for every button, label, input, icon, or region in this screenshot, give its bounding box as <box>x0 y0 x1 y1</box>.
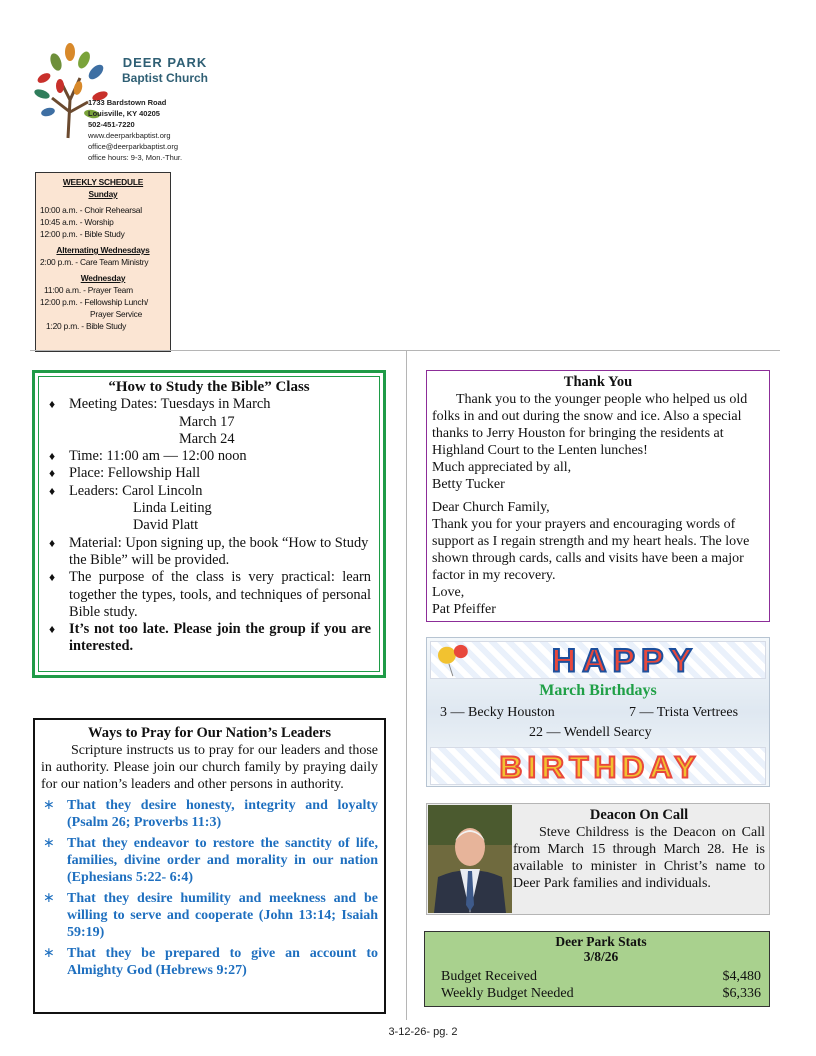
church-name <box>110 55 220 85</box>
deacon-title: Deacon On Call <box>589 807 689 823</box>
study-leader: David Platt <box>133 517 199 534</box>
stats-date: 3/8/26 <box>583 949 619 964</box>
page-footer: 3-12-26- pg. 2 <box>388 1026 458 1038</box>
study-date: March 17 <box>179 413 235 430</box>
contact-info <box>88 97 182 163</box>
study-title: “How to Study the Bible” Class <box>108 379 310 395</box>
stats-row <box>441 985 761 1002</box>
website-link[interactable]: www.deerparkbaptist.org <box>88 131 171 140</box>
sunday-heading: Sunday <box>88 189 118 199</box>
city: Louisville, KY 40205 <box>88 109 160 118</box>
study-leaders: ♦ Leaders: Carol Lincoln <box>47 483 371 500</box>
birthday-entry: 22 — Wendell Searcy <box>529 725 652 740</box>
study-late-note: ♦ It’s not too late. Please join the group if you are interested. <box>47 621 371 656</box>
prayer-leaders-box <box>33 718 386 1014</box>
schedule-item: 12:00 p.m. - Fellowship Lunch/ <box>40 297 149 307</box>
bible-study-announcement <box>32 370 386 678</box>
study-dates: ♦ Meeting Dates: Tuesdays in March <box>47 396 371 413</box>
birthdays-box <box>426 637 770 787</box>
phone: 502-451-7220 <box>88 120 135 129</box>
prayer-item: ∗ That they be prepared to give an account to Almighty God (Hebrews 9:27) <box>41 945 378 979</box>
schedule-item: 11:00 a.m. - Prayer Team <box>44 285 133 295</box>
schedule-title: WEEKLY SCHEDULE <box>62 177 144 187</box>
office-hours: office hours: 9-3, Mon.-Thur. <box>88 153 183 162</box>
vertical-divider <box>406 350 407 1020</box>
happy-banner-text: HAPPY <box>551 642 698 678</box>
thanks-note1: Thank you to the younger people who helped us old folks in and out during the snow and ice. Also a special thanks to Jerry Houston for bringing the residents at Highland Court to the Lenten lunches! <box>432 392 748 458</box>
thanks-note2-sign: Pat Pfeiffer <box>432 602 496 617</box>
prayer-item: ∗ That they desire humility and meekness and be willing to serve and cooperate (John 13:14; Isaiah 59:19) <box>41 890 378 941</box>
deacon-text: Steve Childress is the Deacon on Call from March 15 through March 28. He is available to minister in Christ’s name to Deer Park families and individuals. <box>513 825 765 891</box>
horizontal-divider <box>30 350 780 351</box>
thanks-title: Thank You <box>563 374 633 390</box>
wed-heading: Wednesday <box>80 273 126 283</box>
alt-wed-heading: Alternating Wednesdays <box>56 245 150 255</box>
stats-value: $4,480 <box>722 969 761 984</box>
birthday-banner <box>430 747 766 785</box>
deer-park-stats <box>424 931 770 1007</box>
schedule-item: 10:45 a.m. - Worship <box>40 217 114 227</box>
prayer-item: ∗ That they desire honesty, integrity and loyalty (Psalm 26; Proverbs 11:3) <box>41 797 378 831</box>
stats-row <box>441 968 761 985</box>
study-time: ♦ Time: 11:00 am — 12:00 noon <box>47 448 371 465</box>
thank-you-box <box>426 370 770 622</box>
stats-label: Weekly Budget Needed <box>441 986 574 1001</box>
study-purpose: ♦ The purpose of the class is very practical: learn together the types, tools, and techniques of personal Bible study. <box>47 569 371 621</box>
birthdays-title: March Birthdays <box>539 682 657 699</box>
study-date: March 24 <box>179 430 235 447</box>
deacon-photo <box>428 805 512 913</box>
schedule-item: 12:00 p.m. - Bible Study <box>40 229 125 239</box>
schedule-item: 10:00 a.m. - Choir Rehearsal <box>40 205 142 215</box>
thanks-note1-close: Much appreciated by all, <box>432 460 572 475</box>
schedule-item: 1:20 p.m. - Bible Study <box>46 321 127 331</box>
thanks-note2-greeting: Dear Church Family, <box>432 500 550 515</box>
study-material: ♦ Material: Upon signing up, the book “How to Study the Bible” will be provided. <box>47 535 371 570</box>
pray-title: Ways to Pray for Our Nation’s Leaders <box>88 725 331 741</box>
study-place: ♦ Place: Fellowship Hall <box>47 465 371 482</box>
study-leader: Linda Leiting <box>133 500 212 517</box>
weekly-schedule <box>35 172 171 352</box>
email-link[interactable]: office@deerparkbaptist.org <box>88 142 179 151</box>
birthday-entry: 7 — Trista Vertrees <box>629 705 739 720</box>
address: 1733 Bardstown Road <box>88 98 167 107</box>
birthday-entry: 3 — Becky Houston <box>440 705 555 720</box>
schedule-item: 2:00 p.m. - Care Team Ministry <box>40 257 149 267</box>
thanks-note2: Thank you for your prayers and encouraging words of support as I regain strength and my heart heals. The love shown through cards, calls and visits have been a major factor in my recovery. <box>432 517 750 583</box>
prayer-item: ∗ That they endeavor to restore the sanctity of life, families, divine order and morality in our nation (Ephesians 5:22- 6:4) <box>41 835 378 886</box>
thanks-note1-sign: Betty Tucker <box>432 477 505 492</box>
church-name-line1: DEER PARK <box>122 55 208 70</box>
church-name-line2: Baptist Church <box>121 70 208 85</box>
deacon-on-call-box <box>426 803 770 915</box>
birthday-banner-text: BIRTHDAY <box>499 750 701 784</box>
stats-label: Budget Received <box>441 969 538 984</box>
thanks-note2-close: Love, <box>432 585 465 600</box>
stats-value: $6,336 <box>722 986 761 1001</box>
pray-intro: Scripture instructs us to pray for our leaders and those in authority. Please join our church family by praying daily for our nation’s leaders and other persons in authority. <box>41 743 378 792</box>
schedule-item: Prayer Service <box>90 309 143 319</box>
stats-title: Deer Park Stats <box>555 934 647 949</box>
happy-banner <box>430 641 766 679</box>
